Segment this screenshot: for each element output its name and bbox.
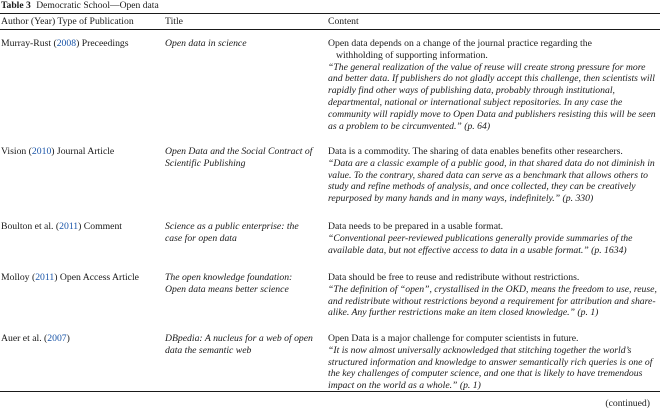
content-quote: “The definition of “open”, crystallised in the OKD, means the freedom to use, reuse, and redistribute without restrictions beyond a requirement for attribution and share-alike. Any further restrictions make an item closed knowledge.” (p. 1) xyxy=(328,283,657,319)
citation-year-link[interactable]: 2008 xyxy=(56,38,77,49)
title-cell: The open knowledge foundation: Open data means better science xyxy=(165,272,293,295)
citation-year-link[interactable]: 2011 xyxy=(59,221,79,232)
header-content: Content xyxy=(328,16,359,27)
table-header-rule xyxy=(0,29,660,30)
author-cell: Auer et al. (2007) xyxy=(1,333,70,344)
title-cell: Open data in science xyxy=(165,38,247,49)
content-cell xyxy=(328,146,658,205)
content-summary: Open data depends on a change of the journal practice regarding the xyxy=(328,38,592,49)
content-cell xyxy=(328,38,658,132)
content-summary: Data needs to be prepared in a usable format. xyxy=(328,221,504,232)
content-summary: Open Data is a major challenge for computer scientists in future. xyxy=(328,333,579,344)
header-title: Title xyxy=(165,16,183,27)
citation-year-link[interactable]: 2010 xyxy=(31,146,52,157)
author-cell: Vision (2010) Journal Article xyxy=(1,146,115,157)
table-bottom-rule xyxy=(0,391,660,392)
title-cell: Science as a public enterprise: the case for open data xyxy=(165,221,299,244)
title-cell: DBpedia: A nucleus for a web of open data the semantic web xyxy=(165,333,313,356)
content-cell xyxy=(328,272,658,319)
content-quote: “The general realization of the value of reuse will create strong pressure for more and better data. If publishers do not gladly accept this challenge, then scientists will rapidly find other ways of publishing data, probably through institutional, departmental, national or international subject repositories. In any case the community will rapidly move to Open Data and publishers resisting this will be seen as a problem to be circumvented.” (p. 64) xyxy=(328,61,656,132)
table-title: Democratic School—Open data xyxy=(36,0,159,11)
table-caption xyxy=(1,0,159,12)
header-author-year-type: Author (Year) Type of Publication xyxy=(1,16,134,27)
author-cell: Boulton et al. (2011) Comment xyxy=(1,221,122,232)
citation-year-link[interactable]: 2011 xyxy=(35,272,55,283)
content-summary: Data is a commodity. The sharing of data enables benefits other researchers. xyxy=(328,146,623,157)
continued-note: (continued) xyxy=(605,398,650,409)
table-label: Table 3 xyxy=(1,0,31,11)
content-cell xyxy=(328,333,658,392)
content-quote: “It is now almost universally acknowledged that stitching together the world’s structured information and knowledge to answer semantically rich queries is one of the key challenges of computer science, and one that is likely to have tremendous impact on the world as a whole.” (p. 1) xyxy=(328,344,653,392)
content-cell xyxy=(328,221,658,256)
title-cell: Open Data and the Social Contract of Scientific Publishing xyxy=(165,146,313,169)
table-top-rule xyxy=(0,13,660,14)
citation-year-link[interactable]: 2007 xyxy=(47,333,67,344)
content-quote: “Data are a classic example of a public good, in that shared data do not diminish in value. To the contrary, shared data can serve as a benchmark that allows others to study and refine methods of analysis, and once collected, they can be creatively repurposed by many hands and in many ways, indefinitely.” (p. 330) xyxy=(328,157,655,205)
table-header xyxy=(0,16,660,29)
content-summary: Data should be free to reuse and redistribute without restrictions. xyxy=(328,272,580,283)
author-cell: Murray-Rust (2008) Preceedings xyxy=(1,38,129,49)
author-cell: Molloy (2011) Open Access Article xyxy=(1,272,139,283)
content-summary-continued: withholding of supporting information. xyxy=(336,49,488,61)
content-quote: “Conventional peer-reviewed publications generally provide summaries of the available data, but not effective access to data in a usable format.” (p. 1634) xyxy=(328,232,633,256)
